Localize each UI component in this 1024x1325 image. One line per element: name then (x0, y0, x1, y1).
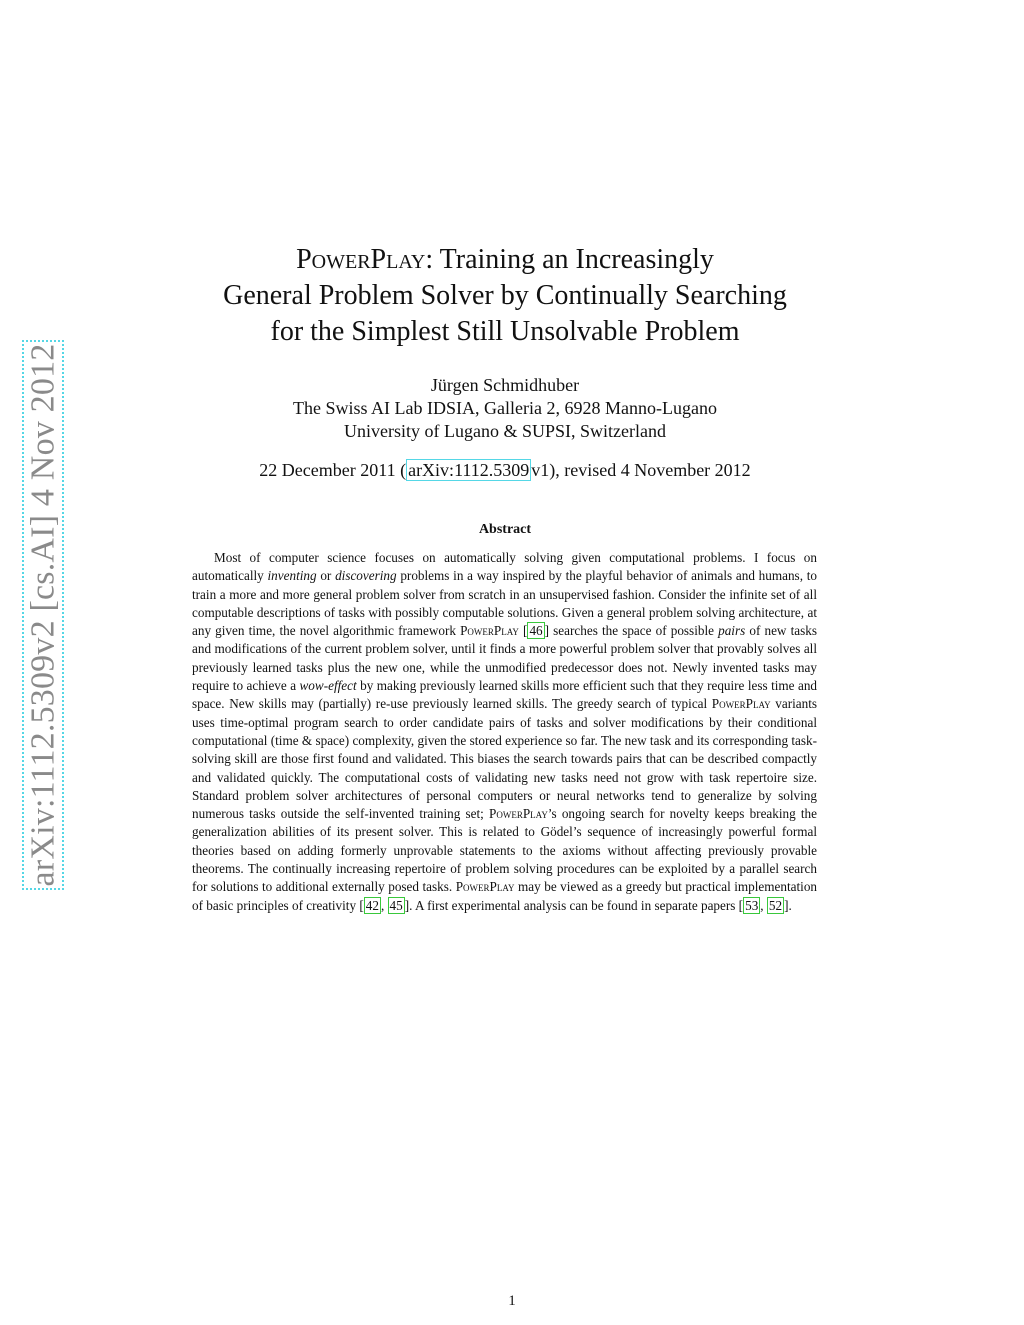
title-line-3: for the Simplest Still Unsolvable Problem (270, 316, 740, 347)
abstract-body: Most of computer science focuses on automatically solving given computational problems. I focus on automatically inventing or discovering problems in a way inspired by the playful behavior of animals and humans, to train a more and more general problem solver from scratch in an unsupervised fashion. Consider the infinite set of all computable descriptions of tasks with possibly computable solutions. Given a general problem solving architecture, at any given time, the novel algorithmic framework PowerPlay [ 46 ] searches the space of possible pairs of new tasks and modifications of the current problem solver, until it finds a more powerful problem solver that provably solves all previously learned tasks plus the new one, while the unmodified predecessor does not. Newly invented tasks may require to achieve a wow-effect by making previously learned skills more efficient such that they require less time and space. New skills may (partially) re-use previously learned skills. The greedy search of typical PowerPlay variants uses time-optimal program search to order candidate pairs of tasks and solver modifications by their conditional computational (time & space) complexity, given the stored experience so far. The new task and its corresponding task-solving skill are those first found and validated. This biases the search towards pairs that can be described compactly and validated quickly. The computational costs of validating new tasks need not grow with task repertoire size. Standard problem solver architectures of personal computers or neural networks tend to generalize by solving numerous tasks outside the self-invented training set; PowerPlay’s ongoing search for novelty keeps breaking the generalization abilities of its present solver. This is related to Gödel’s sequence of increasingly powerful formal theories based on adding formerly unprovable statements to the axioms without affecting previously provable theorems. The continually increasing repertoire of problem solving procedures can be exploited by a parallel search for solutions to additional externally posed tasks. PowerPlay may be viewed as a greedy but practical implementation of basic principles of creativity [ 42 , 45 ]. A first experimental analysis can be found in separate papers [ 53 , 52 ]. (192, 550, 818, 913)
dateline-suffix: v1), revised 4 November 2012 (531, 460, 751, 480)
citation-link-46[interactable]: 46 (529, 623, 543, 639)
title-line-2: General Problem Solver by Continually Searching (223, 280, 787, 311)
powerplay-smallcaps: PowerPlay (455, 879, 515, 895)
citation-link-52[interactable]: 52 (768, 897, 783, 913)
citation-link-53[interactable]: 53 (745, 897, 759, 913)
dateline (180, 458, 830, 482)
author-block (180, 374, 830, 443)
title-line-1: : Training an Increasingly (425, 244, 714, 275)
abstract-text: searches the space of possible (549, 623, 719, 639)
abstract-text: ]. A first experimental analysis can be found in separate papers [ (404, 897, 744, 913)
abstract-text: ’s ongoing search for novelty keeps breaking the generalization abilities of its present solver. This is related to Gödel’s sequence of increasingly powerful formal theories based on adding formerly unprovable statements to the axioms without affecting previously provable theorems. The continually increasing repertoire of problem solving procedures can be exploited by a parallel search for solutions to additional externally posed tasks. (192, 806, 818, 895)
abstract-text: ]. (784, 897, 792, 913)
abstract-text: of new tasks and modifications of the current problem solver, until it finds a more powerful problem solver that provably solves all previously learned tasks plus the new one, while the unmodified predecessor does not. Newly invented tasks may require to achieve a (192, 623, 817, 694)
citation-link-42[interactable]: 42 (365, 897, 379, 913)
abstract-heading: Abstract (478, 522, 532, 537)
author-name: Jürgen Schmidhuber (430, 375, 580, 395)
arxiv-id-link[interactable]: arXiv:1112.5309 (408, 460, 530, 480)
paper-title (180, 242, 830, 350)
powerplay-smallcaps: PowerPlay (489, 806, 548, 822)
citation-link-45[interactable]: 45 (389, 897, 403, 913)
author-affiliation-2: University of Lugano & SUPSI, Switzerland (344, 421, 666, 441)
powerplay-smallcaps: PowerPlay (711, 696, 771, 712)
author-affiliation-1: The Swiss AI Lab IDSIA, Galleria 2, 6928 Manno-Lugano (293, 398, 717, 418)
arxiv-sidebar-stamp (22, 340, 64, 890)
title-powerplay: PowerPlay (296, 244, 426, 275)
abstract-text: or (316, 568, 336, 584)
abstract-emphasis: discovering (335, 568, 397, 584)
citation-separator: , (380, 897, 388, 913)
citation-separator: , (760, 897, 767, 913)
abstract-emphasis: inventing (267, 568, 317, 584)
abstract-text: may be viewed as a greedy but practical implementation of basic principles of creativity [ (192, 879, 818, 913)
abstract-text: Most of computer science focuses on automatically solving given computational problems. I focus on automatically (192, 550, 817, 584)
abstract-text: by making previously learned skills more efficient such that they require less time and space. New skills may (partially) re-use previously learned skills. The greedy search of typical (192, 678, 818, 712)
arxiv-stamp-text: arXiv:1112.5309v2 [cs.AI] 4 Nov 2012 (24, 343, 61, 887)
abstract-emphasis: wow-effect (299, 678, 357, 694)
dateline-prefix: 22 December 2011 ( (259, 460, 407, 480)
page-number: 1 (508, 1293, 516, 1309)
abstract-text: variants uses time-optimal program search to order candidate pairs of tasks and solver modifications by their conditional computational (time & space) complexity, given the stored experience so far. The new task and its corresponding task-solving skill are those first found and validated. This biases the search towards pairs that can be described compactly and validated quickly. The computational costs of validating new tasks need not grow with task repertoire size. Standard problem solver architectures of personal computers or neural networks tend to generalize by solving numerous tasks outside the self-invented training set; (192, 696, 817, 822)
powerplay-smallcaps: PowerPlay (460, 623, 519, 639)
abstract-text: problems in a way inspired by the playful behavior of animals and humans, to train a more and more general problem solver from scratch in an unsupervised fashion. Consider the infinite set of all computable descriptions of tasks with possibly computable solutions. Given a general problem solving architecture, at any given time, the novel algorithmic framework (192, 568, 817, 639)
abstract-emphasis: pairs (718, 623, 746, 639)
